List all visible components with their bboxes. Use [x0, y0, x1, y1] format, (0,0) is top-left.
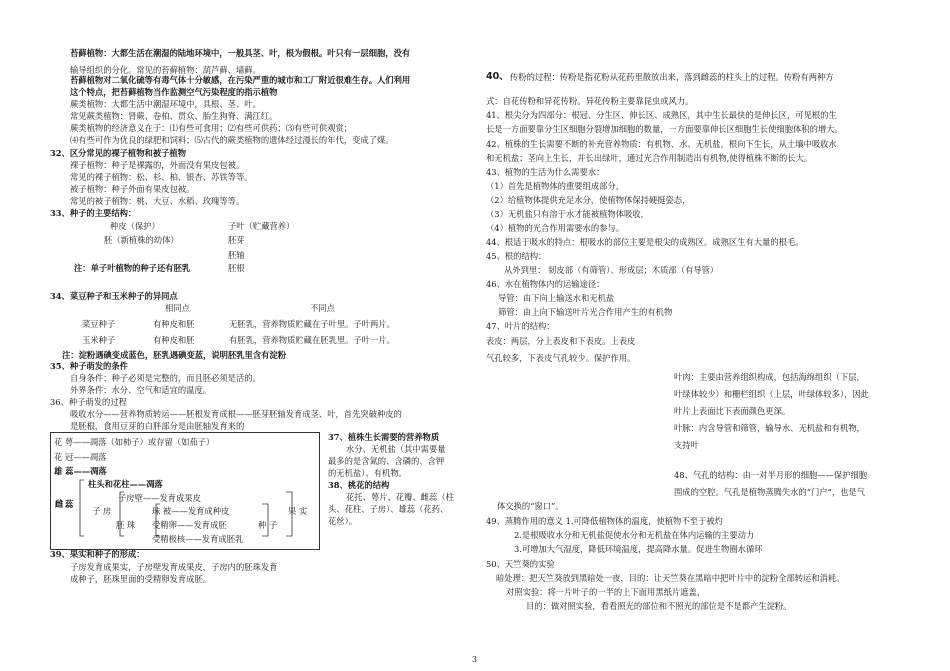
text-line: 支持叶	[674, 440, 699, 450]
text-line: 外界条件：水分、空气和适宜的温度。	[70, 385, 212, 395]
text-line: 和无机盐；茎向上生长，并长出绿叶，通过光合作用制造出有机物,使得植株不断的长大。	[486, 153, 813, 163]
diagram-label: 受精卵——发育成胚	[152, 520, 227, 530]
text-line: 2.是根吸收水分和无机盐促使水分和无机盐在体内运输的主要动力	[514, 530, 755, 540]
seed-part: 胚芽	[228, 235, 245, 245]
text-line: 传粉的过程：传粉是指花粉从花药里散放出来，落到雌蕊的柱头上的过程。传粉有两种方	[510, 72, 834, 82]
note-text: 注：单子叶植物的种子还有胚乳	[74, 263, 191, 273]
seed-part: 胚（新植株的幼体）	[104, 235, 179, 245]
text-line: （3）无机盐只有溶于水才能被植物体吸收，	[486, 209, 649, 219]
text-line: 被子植物：种子外面有果皮包被。	[70, 184, 195, 194]
text-line: 43、植物的生活为什么需要水：	[486, 167, 605, 177]
text-line: 体交换的“窗口”。	[497, 501, 564, 511]
text-line: （1）首先是植物体的重要组成部分，	[486, 181, 625, 191]
table-cell: 有种皮和胚	[153, 335, 195, 345]
text-line: 叶绿体较少）和栅栏组织（上层，叶绿体较多），因此	[674, 389, 869, 399]
text-line: 苔藓植物：大都生活在潮湿的陆地环境中，一般具茎、叶，根为假根。叶只有一层细胞，没有	[70, 48, 411, 58]
diagram-brackets	[50, 432, 320, 550]
text-line: 自身条件：种子必须是完整的，而且胚必须是活的。	[70, 373, 261, 383]
text-line: ⑷有些可作为优良的绿肥和饲料；⑸古代的蕨类植物的遗体经过漫长的年代，变成了煤。	[70, 135, 394, 145]
text-line: 叶肉：主要由营养组织构成，包括海绵组织（下层，	[674, 372, 865, 382]
text-line: 46、水在植物体内的运输途径：	[486, 279, 605, 289]
text-line: 花托、萼片、花瓣、雌蕊（柱	[346, 492, 454, 502]
section-heading: 32、区分常见的裸子植物和被子植物	[50, 148, 187, 158]
text-line: 式：自花传粉和异花传粉。异花传粉主要靠昆虫或风力。	[486, 96, 694, 106]
diagram-label: 花 冠——凋落	[54, 452, 107, 462]
seed-part: 胚根	[228, 263, 245, 273]
text-line: 蕨类植物：大都生活中潮湿环境中，具根、茎、叶。	[70, 99, 261, 109]
text-line: 吸收水分——营养物质转运——胚根发育成根——胚芽胚轴发育成茎、叶，首先突破种皮的	[70, 409, 402, 419]
diagram-label: 子房壁——发育成果皮	[118, 493, 201, 503]
text-line: 48、气孔的结构：由一对半月形的细胞——保护细胞	[674, 470, 868, 480]
text-line: 是胚根，食用豆芽的白胖部分是由胚轴发育来的	[70, 421, 245, 431]
text-line: 44、根适于吸水的特点：根吸水的部位主要是根尖的成熟区。成熟区生有大量的根毛。	[486, 237, 804, 247]
text-line: 对照实验：将一片叶子的一半的上下面用黑纸片遮盖，	[506, 587, 706, 597]
text-line: 导管：由下向上输送水和无机盐	[498, 293, 615, 303]
text-line: 常见的裸子植物：松、杉、柏、银杏、苏铁等等。	[70, 172, 253, 182]
text-line: 50、天竺葵的实验	[486, 559, 555, 569]
text-line: 筛管：由上向下输送叶片光合作用产生的有机物	[498, 307, 673, 317]
table-cell: 无胚乳，营养物质贮藏在子叶里。子叶两片。	[229, 319, 395, 329]
section-heading: 39、果实和种子的形成：	[50, 549, 145, 559]
diagram-label: 雄 蕊——凋落	[54, 466, 107, 476]
text-line: 花丝）。	[328, 516, 358, 526]
text-line: 表皮：两层，分上表皮和下表皮。上表皮	[486, 336, 636, 346]
text-line: 常见蕨类植物：肾蕨、卷柏、贯众、胎生狗脊、满江红。	[70, 111, 278, 121]
section-heading: 40、	[486, 71, 509, 82]
diagram-label: 蕊	[65, 499, 74, 509]
text-line: （2）给植物体提供充足水分，使植物体保持硬挺姿态，	[486, 195, 691, 205]
text-line: 围成的空腔。气孔是植物蒸腾失水的“门户”，也是气	[674, 487, 866, 497]
highlight-text: 苔藓植物对二氧化硫等有毒气体十分敏感，在污染严重的城市和工厂附近很难生存。人们利用	[70, 75, 411, 85]
table-cell: 菜豆种子	[82, 319, 116, 329]
section-heading: 34、菜豆种子和玉米种子的异同点	[50, 291, 178, 301]
seed-part: 胚轴	[228, 250, 245, 260]
text-line: 水分、无机盐（其中需要量	[346, 444, 446, 454]
text-line: 49、蒸腾作用的意义 1.可降低植物体的温度，使植物不至于被灼	[486, 516, 723, 526]
diagram-label: 花 萼——凋落（如柿子）或存留（如茄子）	[54, 437, 215, 447]
text-line: 3.可增加大气湿度，降低环境温度，提高降水量。促进生物圈水循环	[514, 544, 763, 554]
text-line: 常见的被子植物：桃、大豆、水稻、玫瑰等等。	[70, 196, 245, 206]
text-line: 47、叶片的结构：	[486, 321, 555, 331]
text-line: 的无机盐）、有机物。	[328, 468, 407, 478]
highlight-text: 这个特点，把苔藓植物当作监测空气污染程度的指示植物	[70, 87, 278, 97]
section-heading: 38、桃花的结构	[328, 480, 390, 490]
diagram-label: 子 房	[92, 506, 112, 516]
text-line: 气孔较多，下表皮气孔较少。保护作用。	[486, 353, 636, 363]
text-line: 叶片上表面比下表面颜色更深。	[674, 406, 791, 416]
page-number: 3	[472, 655, 478, 664]
text-line: 长是一方面要靠分生区细胞分裂增加细胞的数量，一方面要靠伸长区细胞生长使细胞体积的增大。	[486, 124, 843, 134]
seed-part: 子叶（贮藏营养）	[228, 221, 295, 231]
diagram-label: 胚 珠	[116, 520, 136, 530]
diagram-label: 果 实	[288, 506, 308, 516]
diagram-label: 柱头和花柱——凋落	[88, 479, 163, 489]
text-line: 目的：做对照实验，看看照光的部位和不照光的部位是不是都产生淀粉。	[526, 601, 792, 611]
text-line: 头、花柱、子房）、雄蕊（花药、	[328, 504, 449, 514]
text-line: 从外到里： 韧皮部（有筛管）、形成层；木质部（有导管）	[504, 265, 719, 275]
diagram-label: 受精极核——发育成胚乳	[152, 534, 244, 544]
text-line: 暗处理：把天竺葵放到黑暗处一夜，目的：让天竺葵在黑暗中把叶片中的淀粉全部转运和消耗。	[496, 573, 845, 583]
section-heading: 33、种子的主要结构：	[50, 208, 137, 218]
text-line: 41、根尖分为四部分：根冠、分生区、伸长区、成熟区，其中生长最快的是伸长区，可见根的生	[486, 110, 837, 120]
text-line: 蕨类植物的经济意义在于：⑴有些可食用；⑵有些可供药；⑶有些可供观赏；	[70, 123, 353, 133]
diagram-label: 雌	[55, 499, 64, 509]
diagram-label: 种 子	[258, 520, 278, 530]
text-line: 叶脉：内含导管和筛管，输导水、无机盐和有机物，	[674, 423, 865, 433]
section-heading: 37、植株生长需要的营养物质	[328, 432, 440, 442]
table-cell: 有胚乳，营养物质贮藏在胚乳里。子叶一片。	[229, 335, 395, 345]
section-heading: 36、种子萌发的过程	[50, 397, 127, 407]
section-heading: 35、种子萌发的条件	[50, 361, 128, 371]
text-line: 42、植株的生长需要不断的补充营养物质：有机物、水、无机盐，根向下生长，从土壤中吸收水	[486, 139, 837, 149]
text-line: 裸子植物：种子是裸露的，外面没有果皮包被。	[70, 160, 245, 170]
text-line: （4）植物的光合作用需要水的参与。	[486, 223, 625, 233]
table-header: 不同点	[310, 303, 335, 313]
table-cell: 有种皮和胚	[153, 319, 195, 329]
note-text: 注：淀粉遇碘变成蓝色，胚乳遇碘变蓝，说明胚乳里含有淀粉	[62, 350, 287, 360]
text-line: 45、根的结构：	[486, 251, 547, 261]
text-line: 子房发育成果实，子房壁发育成果皮，子房内的胚珠发育	[70, 562, 278, 572]
text-line: 最多的是含氮的、含磷的、含钾	[328, 456, 445, 466]
text-line: 输导组织的分化。常见的苔藓植物：葫芦藓、墙藓。	[70, 65, 261, 75]
diagram-label: 珠 被——发育成种皮	[152, 506, 230, 516]
table-cell: 玉米种子	[82, 335, 116, 345]
table-header: 相同点	[165, 303, 190, 313]
seed-part: 种皮（保护）	[110, 221, 160, 231]
text-line: 成种子，胚珠里面的受精卵发育成胚。	[70, 574, 212, 584]
